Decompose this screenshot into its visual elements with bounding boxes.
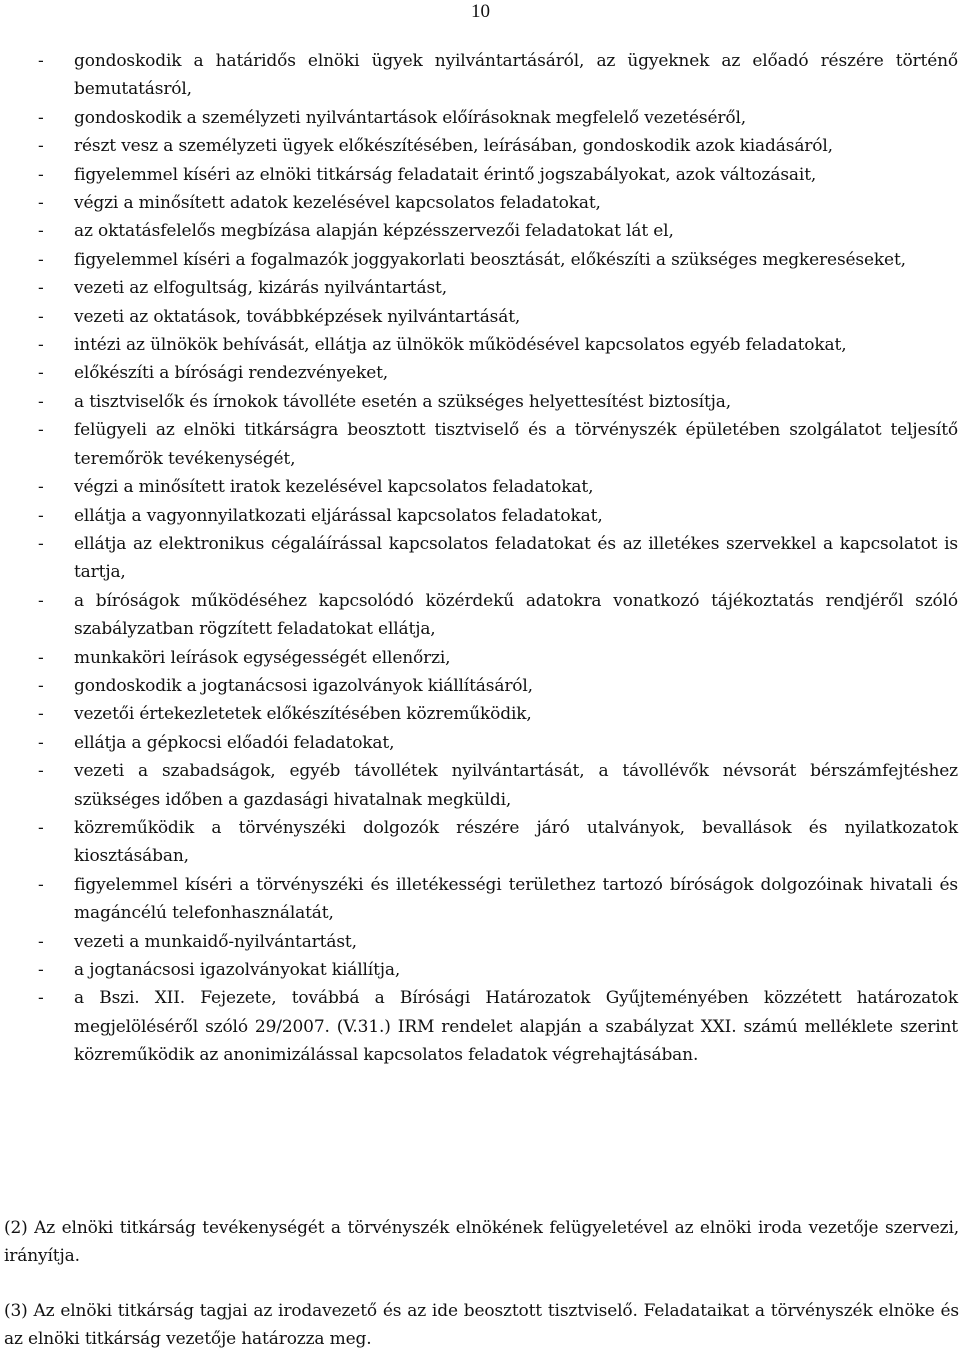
bullet-dash: - xyxy=(38,874,44,895)
bullet-dash: - xyxy=(38,51,44,71)
list-item-text: felügyeli az elnöki titkárságra beosztott tisztviselő és a törvényszék épületében szolgálatot teljesítő teremőrök tevékenységét, xyxy=(74,420,958,469)
list-item-text: végzi a minősített adatok kezelésével kapcsolatos feladatokat, xyxy=(74,193,601,214)
list-item xyxy=(38,359,958,387)
list-item xyxy=(38,303,958,331)
list-item xyxy=(38,530,958,587)
list-item xyxy=(38,132,958,160)
list-item xyxy=(38,47,958,104)
bullet-dash: - xyxy=(38,136,44,157)
list-item-text: figyelemmel kíséri a fogalmazók joggyakorlati beosztását, előkészíti a szükséges megkereséseket, xyxy=(74,249,906,270)
list-item-text: vezeti az oktatások, továbbképzések nyilvántartását, xyxy=(74,306,521,327)
bullet-dash: - xyxy=(38,420,44,441)
bullet-dash: - xyxy=(38,960,44,980)
list-item xyxy=(38,729,958,757)
bullet-dash: - xyxy=(38,732,44,753)
list-item xyxy=(38,246,958,274)
list-item-text: vezeti a szabadságok, egyéb távollétek nyilvántartását, a távollévők névsorát bérszámfejtéshez szükséges időben a gazdasági hivatalnak megküldi, xyxy=(74,761,958,810)
bullet-dash: - xyxy=(38,505,44,526)
list-item xyxy=(38,388,958,416)
list-item xyxy=(38,161,958,189)
bullet-dash: - xyxy=(38,306,44,327)
list-item-text: a jogtanácsosi igazolványokat kiállítja, xyxy=(74,960,401,980)
task-list xyxy=(38,47,958,1070)
list-item-text: vezeti az elfogultság, kizárás nyilvántartást, xyxy=(74,278,447,299)
bullet-dash: - xyxy=(38,249,44,270)
list-item xyxy=(38,189,958,217)
bullet-dash: - xyxy=(38,817,44,838)
list-item-text: a tisztviselők és írnokok távolléte esetén a szükséges helyettesítést biztosítja, xyxy=(74,391,731,412)
list-item xyxy=(38,814,958,871)
bullet-dash: - xyxy=(38,533,44,554)
bullet-dash: - xyxy=(38,221,44,242)
bullet-dash: - xyxy=(38,363,44,384)
list-item-text: intézi az ülnökök behívását, ellátja az ülnökök működésével kapcsolatos egyéb feladatokat, xyxy=(74,335,847,356)
list-item-text: gondoskodik a határidős elnöki ügyek nyilvántartásáról, az ügyeknek az előadó részére történő bemutatásról, xyxy=(74,51,958,100)
list-item xyxy=(38,502,958,530)
list-item-text: vezeti a munkaidő-nyilvántartást, xyxy=(74,931,357,952)
paragraph-3: (3) Az elnöki titkárság tagjai az irodavezető és az ide beosztott tisztviselő. Feladataikat a törvényszék elnöke és az elnöki titkárság vezetője határozza meg. xyxy=(4,1301,959,1350)
list-item-text: figyelemmel kíséri a törvényszéki és illetékességi területhez tartozó bíróságok dolgozóinak hivatali és magáncélú telefonhasználatát, xyxy=(74,874,958,924)
list-item-text: részt vesz a személyzeti ügyek előkészítésében, leírásában, gondoskodik azok kiadásáról, xyxy=(74,136,833,157)
list-item-text: vezetői értekezletetek előkészítésében közreműködik, xyxy=(74,704,532,725)
list-item xyxy=(38,587,958,644)
list-item xyxy=(38,217,958,245)
list-item xyxy=(38,956,958,984)
list-item-text: munkaköri leírások egységességét ellenőrzi, xyxy=(74,647,451,668)
list-item-text: az oktatásfelelős megbízása alapján képzésszervezői feladatokat lát el, xyxy=(74,221,674,242)
paragraph-2: (2) Az elnöki titkárság tevékenységét a törvényszék elnökének felügyeletével az elnöki iroda vezetője szervezi, irányítja. xyxy=(4,1218,959,1267)
list-item-text: előkészíti a bírósági rendezvényeket, xyxy=(74,363,389,384)
bullet-dash: - xyxy=(38,647,44,668)
bullet-dash: - xyxy=(38,193,44,214)
list-item-text: ellátja az elektronikus cégaláírással kapcsolatos feladatokat és az illetékes szervekkel a kapcsolatot is tartja, xyxy=(74,533,958,583)
list-item-text: közreműködik a törvényszéki dolgozók részére járó utalványok, bevallások és nyilatkozatok kiosztásában, xyxy=(74,817,958,867)
list-item xyxy=(38,871,958,928)
list-item-text: végzi a minősített iratok kezelésével kapcsolatos feladatokat, xyxy=(74,477,594,498)
page-number: 10 xyxy=(471,1,490,22)
list-item-text: a Bszi. XII. Fejezete, továbbá a Bírósági Határozatok Gyűjteményében közzétett határozatok megjelöléséről szóló 29/2007. (V.31.) IRM rendelet alapján a szabályzat XXI. számú melléklete szerint közreműködik az anonimizálással kapcsolatos feladatok végrehajtásában. xyxy=(74,988,958,1066)
list-item xyxy=(38,672,958,700)
list-item xyxy=(38,928,958,956)
list-item-text: figyelemmel kíséri az elnöki titkárság feladatait érintő jogszabályokat, azok változásait, xyxy=(74,164,817,185)
list-item-text: a bíróságok működéséhez kapcsolódó közérdekű adatokra vonatkozó tájékoztatás rendjéről szóló szabályzatban rögzített feladatokat ellátja, xyxy=(74,590,958,640)
list-item-text: ellátja a vagyonnyilatkozati eljárással kapcsolatos feladatokat, xyxy=(74,505,603,526)
list-item xyxy=(38,104,958,132)
list-item xyxy=(38,274,958,302)
bullet-dash: - xyxy=(38,704,44,725)
list-item xyxy=(38,644,958,672)
list-item xyxy=(38,473,958,501)
bullet-dash: - xyxy=(38,761,44,782)
list-item xyxy=(38,700,958,728)
list-item xyxy=(38,757,958,814)
list-item-text: gondoskodik a jogtanácsosi igazolványok kiállításáról, xyxy=(74,675,533,696)
bullet-dash: - xyxy=(38,278,44,299)
list-item-text: ellátja a gépkocsi előadói feladatokat, xyxy=(74,732,395,753)
bullet-dash: - xyxy=(38,391,44,412)
list-item xyxy=(38,416,958,473)
bullet-dash: - xyxy=(38,164,44,185)
bullet-dash: - xyxy=(38,477,44,498)
bullet-dash: - xyxy=(38,931,44,952)
bullet-dash: - xyxy=(38,675,44,696)
bullet-dash: - xyxy=(38,107,44,128)
bullet-dash: - xyxy=(38,988,44,1009)
list-item-text: gondoskodik a személyzeti nyilvántartások előírásoknak megfelelő vezetéséről, xyxy=(74,107,746,128)
bullet-dash: - xyxy=(38,335,44,356)
list-item xyxy=(38,984,958,1069)
bullet-dash: - xyxy=(38,590,44,611)
list-item xyxy=(38,331,958,359)
